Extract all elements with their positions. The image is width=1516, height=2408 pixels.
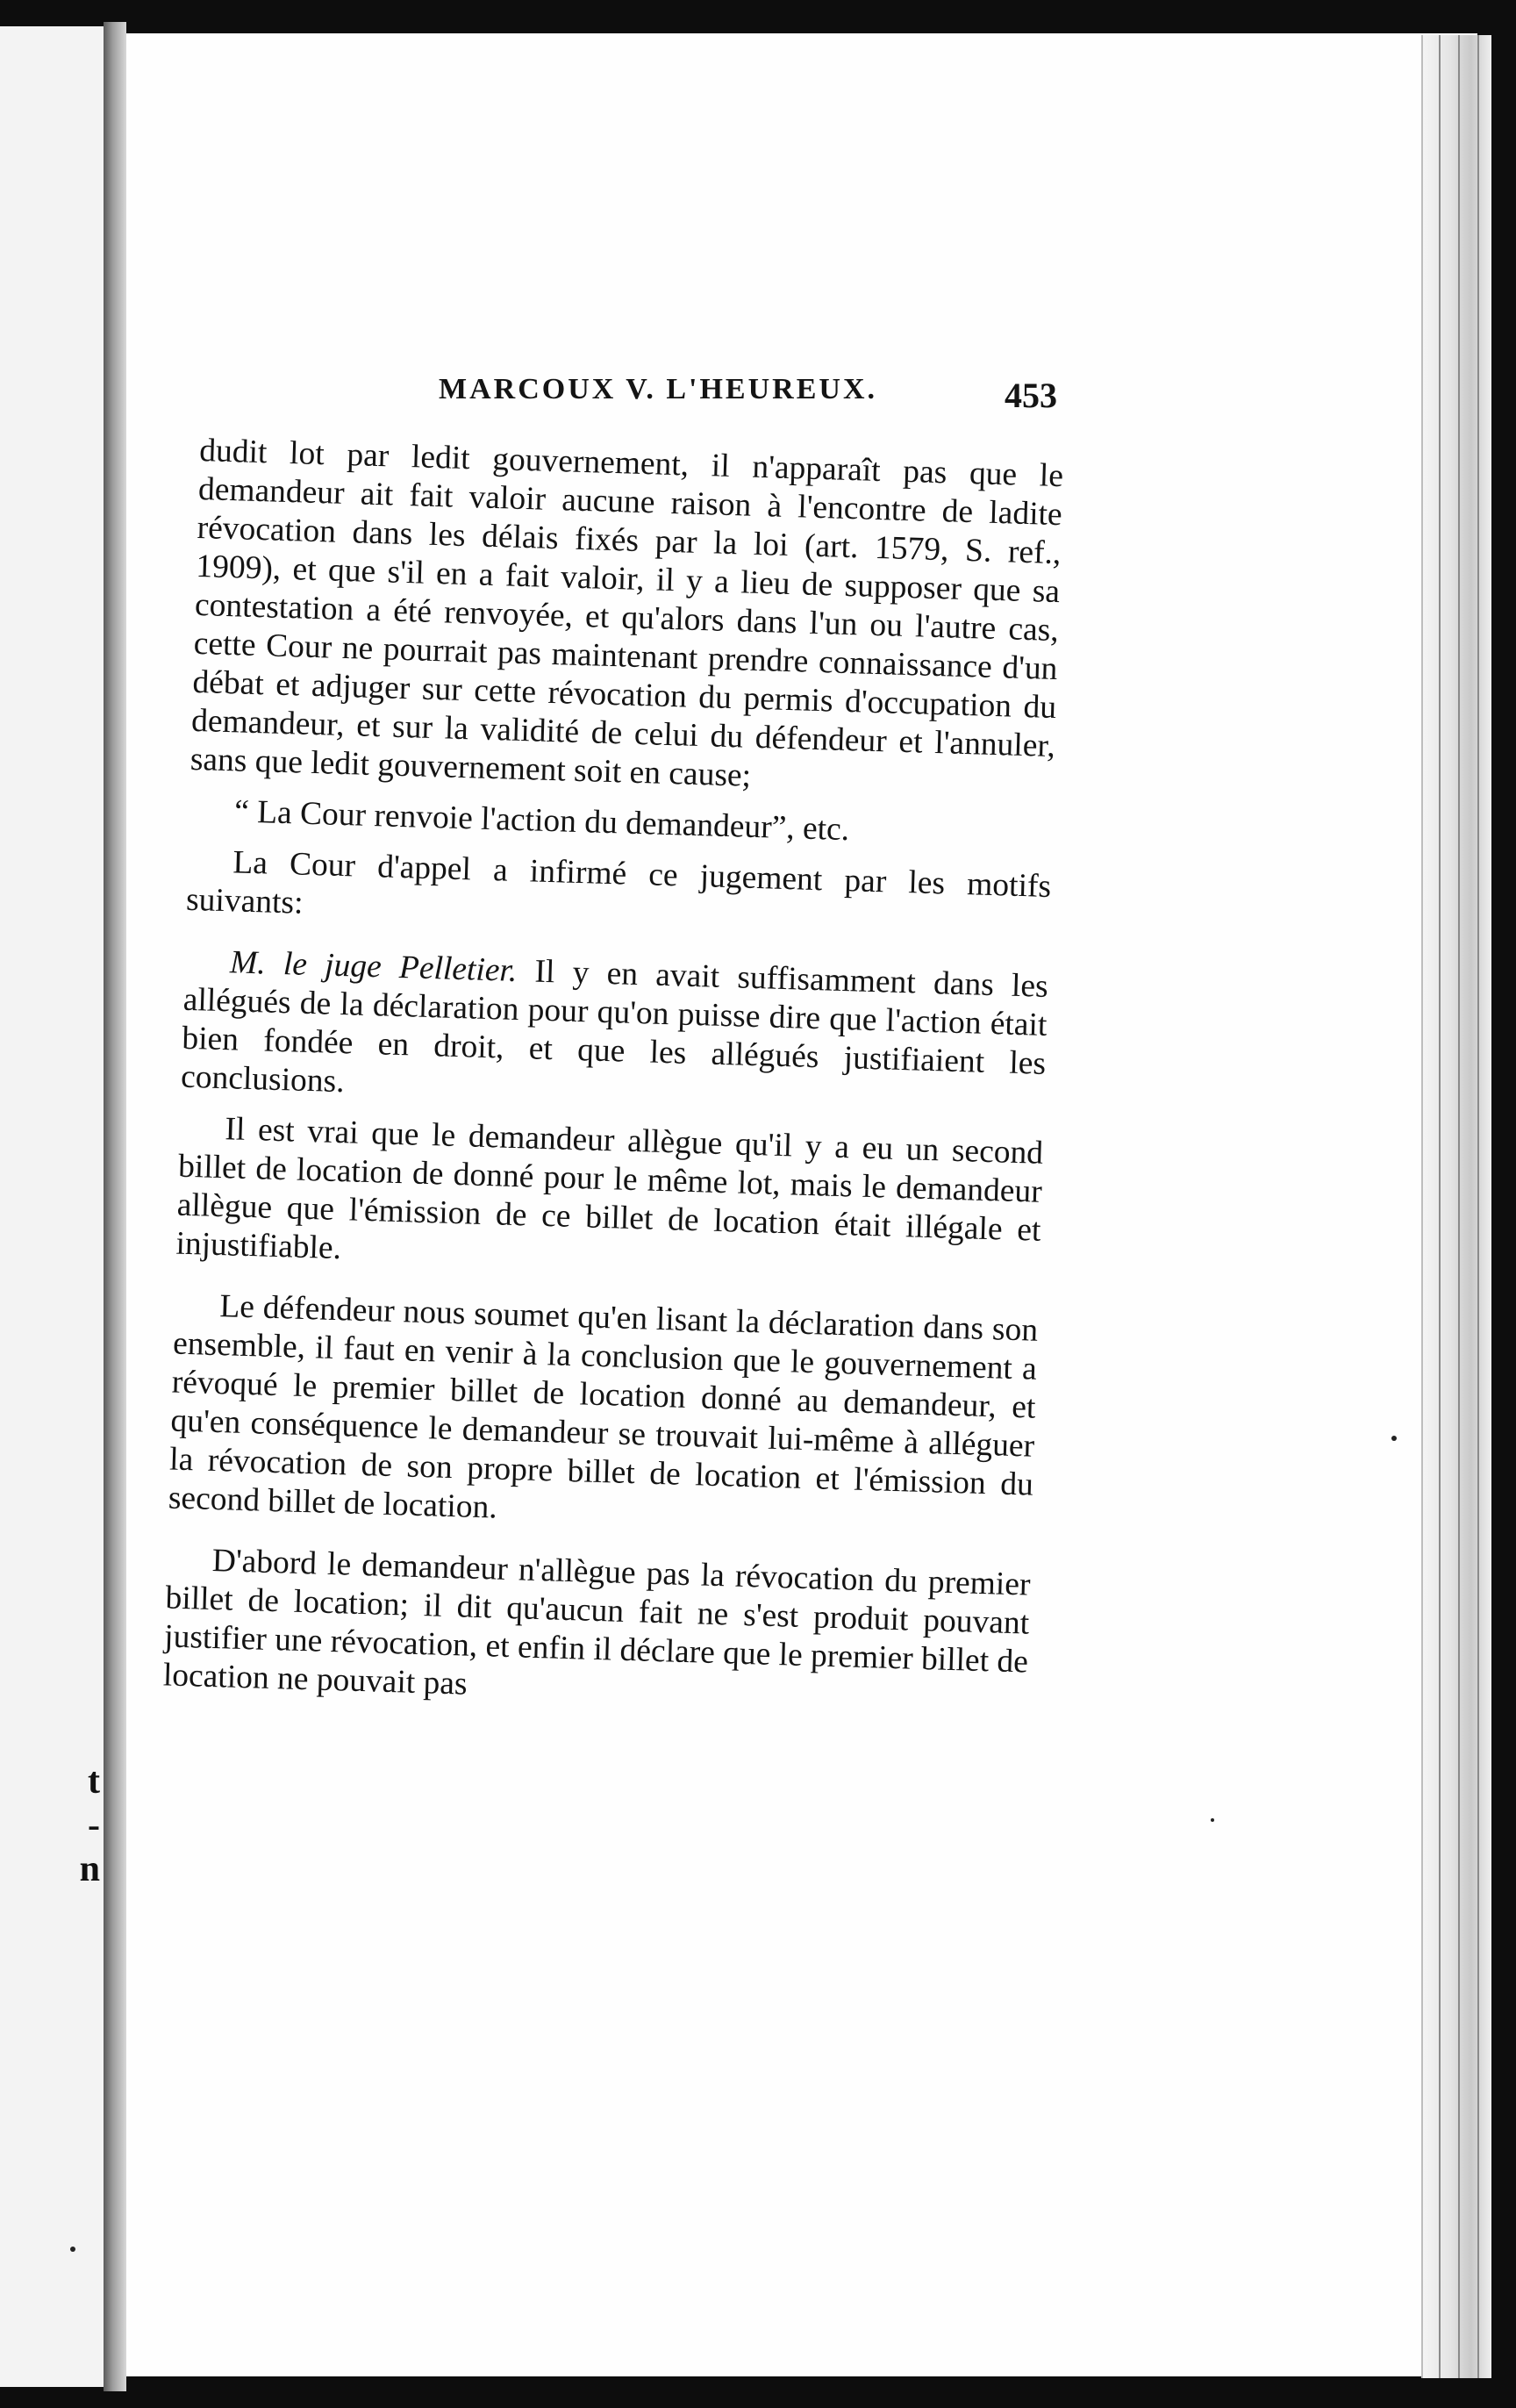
speaker-name: M. le juge Pelletier. [229, 944, 518, 989]
paragraph: “ La Cour renvoie l'action du demandeur”, etc. [233, 793, 850, 849]
fragment: n [79, 1849, 100, 1889]
edge-line [1458, 35, 1460, 2378]
paragraph-text: Il y en avait suffisamment dans les allégués de la déclaration pour qu'on puisse dire que l'action était bien fondée en droit, et que les allégués justifiaient les conclusions. [180, 953, 1049, 1100]
page-header [439, 373, 1070, 426]
paragraph: D'abord le demandeur n'allègue pas la révocation du premier billet de location; il dit qu'aucun fait ne s'est produit pouvant justifier une révocation, et enfin il déclare que le premier billet de location ne pouvait pas [162, 1542, 1032, 1702]
page-number: 453 [1005, 376, 1057, 415]
page-stack-edge [1421, 35, 1491, 2378]
scan-speck [70, 2247, 75, 2252]
paragraph: La Cour d'appel a infirmé ce jugement par les motifs suivants: [185, 844, 1052, 921]
fragment: - [88, 1805, 100, 1845]
edge-line [1477, 35, 1479, 2378]
paragraph: Le défendeur nous soumet qu'en lisant la déclaration dans son ensemble, il faut en venir à la conclusion que le gouvernement a révoqué le premier billet de location donné au demandeur, et qu'en conséquence le demandeur se trouvait lui-même à alléguer la révocation de son propre billet de location et l'émission du second billet de location. [168, 1288, 1039, 1526]
page-body [162, 432, 1064, 1733]
paragraph: dudit lot par ledit gouvernement, il n'apparaît pas que le demandeur ait fait valoir aucune raison à l'encontre de ladite révocation dans les délais fixés par la loi (art. 1579, S. ref., 1909), et que s'il en a fait valoir, il y a lieu de supposer que sa contestation a été renvoyée, et qu'alors dans l'un ou l'autre cas, cette Cour ne pourrait pas maintenant prendre connaissance d'un débat et adjuger sur cette révocation du permis d'occupation du demandeur, et sur la validité de celui du défendeur et l'annuler, sans que ledit gouvernement soit en cause; [190, 432, 1064, 794]
scan-speck [1391, 1436, 1397, 1441]
book-gutter [104, 22, 126, 2391]
scan-speck [1211, 1818, 1214, 1822]
facing-page [0, 26, 109, 2387]
fragment: t [88, 1761, 100, 1802]
running-head: MARCOUX V. L'HEUREUX. [439, 373, 878, 405]
paragraph [181, 942, 1049, 1122]
edge-line [1439, 35, 1441, 2378]
facing-page-text-fragments [47, 1759, 100, 1891]
paragraph: Il est vrai que le demandeur allègue qu'il y a eu un second billet de location de donné pour le même lot, mais le demandeur allègue que l'émission de ce billet de location était illégale et injustifiable. [175, 1111, 1044, 1267]
